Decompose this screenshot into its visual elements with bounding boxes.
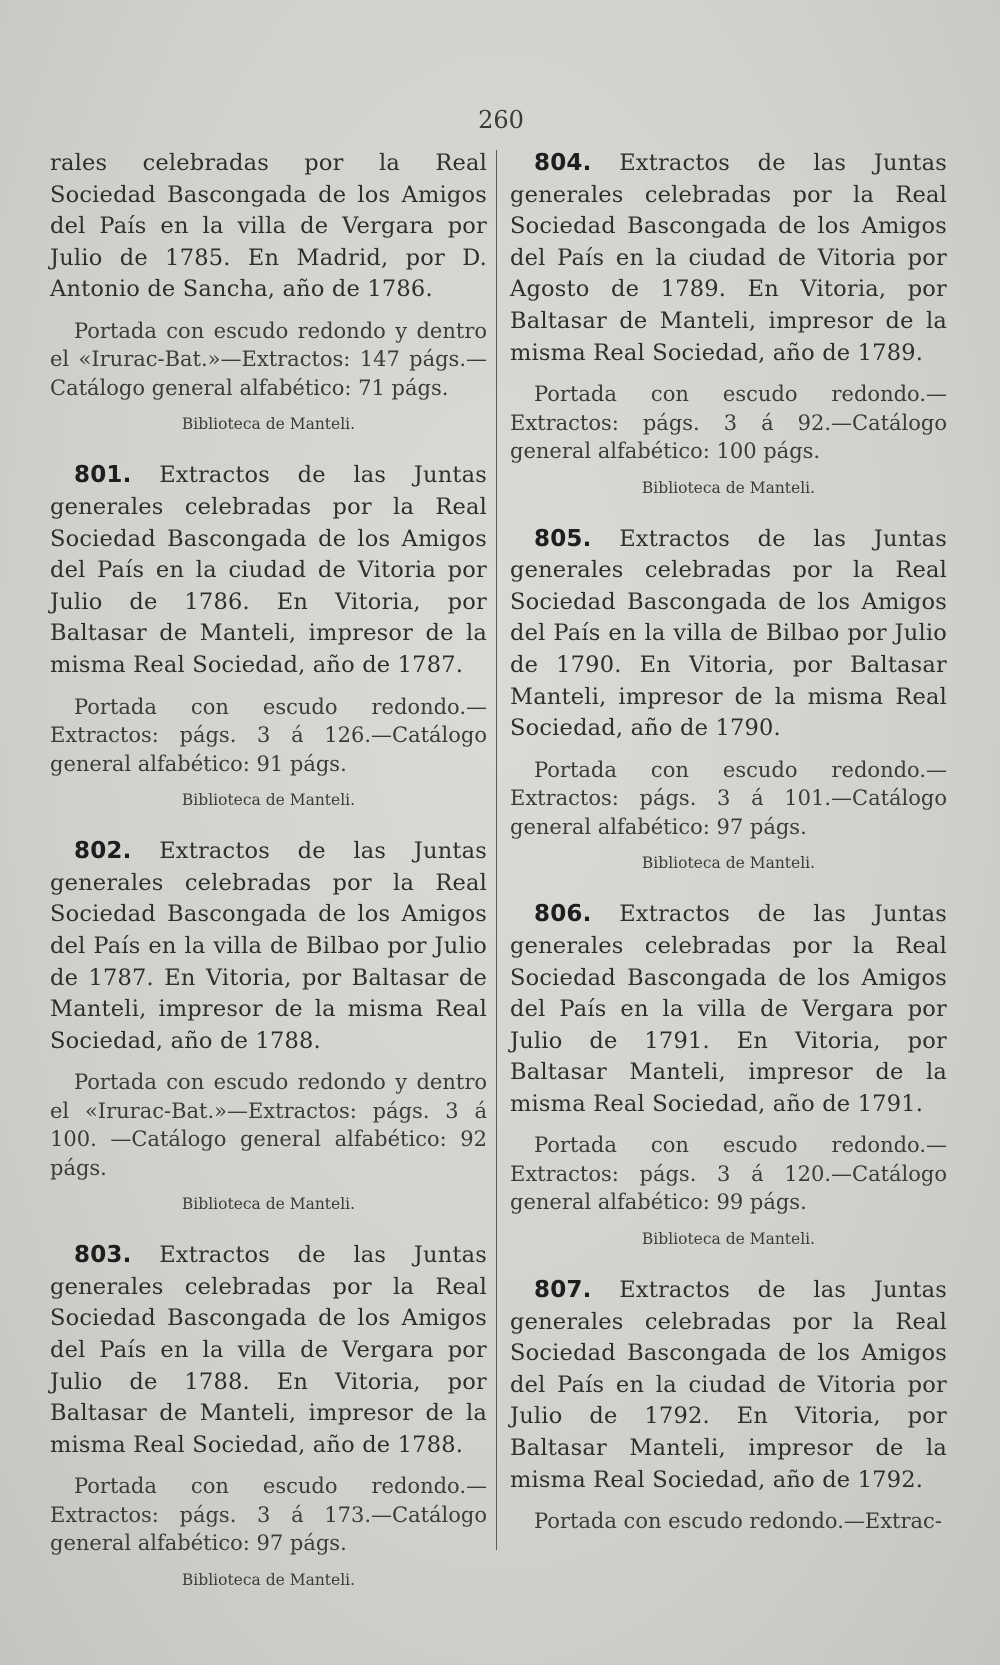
- entry-802: [50, 836, 487, 1214]
- library-note: Biblioteca de Manteli.: [181, 791, 356, 810]
- entry-801: [50, 460, 487, 810]
- continuation-entry: [50, 148, 487, 434]
- entry-number: 806.: [534, 901, 592, 928]
- entry-description: Portada con escudo redondo.—Extractos: págs. 3 á 173.—Catálogo general alfabético: 97 págs.: [50, 1474, 487, 1556]
- entry-text: Extractos de las Juntas generales celebradas por la Real Sociedad Bascongada de los Amigos del País en la villa de Vergara por Julio de 1788. En Vitoria, por Baltasar de Manteli, impresor de la misma Real Sociedad, año de 1788.: [50, 1242, 487, 1458]
- entry-805: [510, 524, 947, 874]
- entry-paragraph: [510, 148, 947, 369]
- library-note: Biblioteca de Manteli.: [181, 1570, 356, 1589]
- library-note: Biblioteca de Manteli.: [181, 1195, 356, 1214]
- library-note: Biblioteca de Manteli.: [181, 415, 356, 434]
- entry-number: 805.: [534, 525, 592, 552]
- library-note: Biblioteca de Manteli.: [641, 478, 816, 497]
- entry-description: Portada con escudo redondo y dentro el «Irurac-Bat.»—Extractos: págs. 3 á 100. —Catálogo general alfabético: 92 págs.: [50, 1070, 487, 1180]
- entry-text: Extractos de las Juntas generales celebradas por la Real Sociedad Bascongada de los Amigos del País en la ciudad de Vitoria por Agosto de 1789. En Vitoria, por Baltasar de Manteli, impresor de la misma Real Sociedad, año de 1789.: [510, 150, 947, 366]
- entry-description: Portada con escudo redondo.—Extractos: págs. 3 á 92.—Catálogo general alfabético: 100 págs.: [510, 382, 947, 464]
- entry-paragraph: [510, 899, 947, 1120]
- entry-text: rales celebradas por la Real Sociedad Bascongada de los Amigos del País en la villa de Vergara por Julio de 1785. En Madrid, por D. Antonio de Sancha, año de 1786.: [50, 150, 487, 303]
- entry-text: Extractos de las Juntas generales celebradas por la Real Sociedad Bascongada de los Amigos del País en la ciudad de Vitoria por Julio de 1792. En Vitoria, por Baltasar Manteli, impresor de la misma Real Sociedad, año de 1792.: [510, 1276, 947, 1493]
- page-number: 260: [478, 106, 524, 134]
- entry-paragraph: [510, 1275, 947, 1496]
- right-column: [510, 148, 947, 1536]
- library-note: Biblioteca de Manteli.: [641, 854, 816, 873]
- entry-paragraph: [50, 460, 487, 681]
- entry-803: [50, 1240, 487, 1590]
- entry-806: [510, 899, 947, 1249]
- entry-text: Extractos de las Juntas generales celebradas por la Real Sociedad Bascongada de los Amigos del País en la ciudad de Vitoria por Julio de 1786. En Vitoria, por Baltasar de Manteli, impresor de la misma Real Sociedad, año de 1787.: [50, 462, 487, 679]
- entry-number: 804.: [534, 150, 592, 176]
- column-divider: [496, 150, 497, 1550]
- entry-text: Extractos de las Juntas generales celebradas por la Real Sociedad Bascongada de los Amigos del País en la villa de Vergara por Julio de 1791. En Vitoria, por Baltasar Manteli, impresor de la misma Real Sociedad, año de 1791.: [510, 901, 947, 1117]
- entry-description: Portada con escudo redondo.—Extractos: págs. 3 á 101.—Catálogo general alfabético: 97 págs.: [510, 757, 947, 839]
- entry-text: Extractos de las Juntas generales celebradas por la Real Sociedad Bascongada de los Amigos del País en la villa de Bilbao por Julio de 1790. En Vitoria, por Baltasar Manteli, impresor de la misma Real Sociedad, año de 1790.: [510, 525, 947, 742]
- library-note: Biblioteca de Manteli.: [641, 1229, 816, 1248]
- entry-description: Portada con escudo redondo.—Extractos: págs. 3 á 126.—Catálogo general alfabético: 91 págs.: [50, 694, 487, 776]
- entry-description: Portada con escudo redondo.—Extractos: págs. 3 á 120.—Catálogo general alfabético: 99 págs.: [510, 1133, 947, 1215]
- entry-paragraph: [50, 836, 487, 1057]
- entry-number: 801.: [74, 462, 132, 489]
- entry-number: 802.: [74, 838, 132, 865]
- entry-text: Extractos de las Juntas generales celebradas por la Real Sociedad Bascongada de los Amigos del País en la villa de Bilbao por Julio de 1787. En Vitoria, por Baltasar de Manteli, impresor de la misma Real Sociedad, año de 1788.: [50, 838, 487, 1054]
- entry-paragraph: [510, 524, 947, 745]
- entry-804: [510, 148, 947, 498]
- entry-807: [510, 1275, 947, 1536]
- entry-paragraph: [50, 1240, 487, 1461]
- entry-description: Portada con escudo redondo y dentro el «Irurac-Bat.»—Extractos: 147 págs.—Catálogo general alfabético: 71 págs.: [50, 318, 487, 400]
- entry-number: 807.: [534, 1276, 592, 1303]
- left-column: [50, 148, 487, 1590]
- entry-number: 803.: [74, 1242, 132, 1269]
- entry-description: Portada con escudo redondo.—Extrac-: [534, 1509, 942, 1534]
